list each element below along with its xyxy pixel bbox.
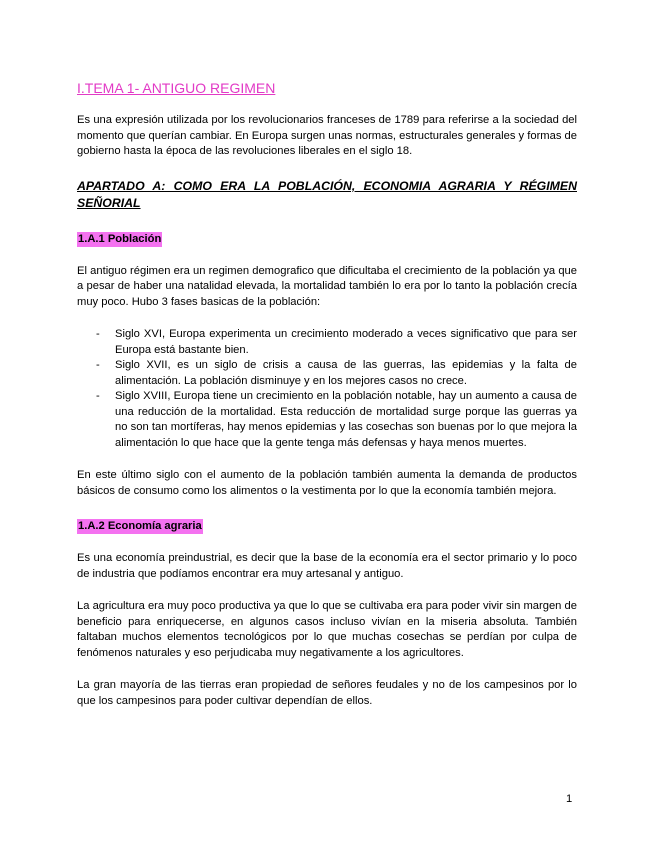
economia-paragraph-1: Es una economía preindustrial, es decir que la base de la economía era el sector primario y lo poco de industria que podíamos encontrar era muy artesanal y antiguo. bbox=[77, 552, 577, 580]
section-heading-wrap bbox=[77, 229, 577, 247]
page-number: 1 bbox=[566, 793, 573, 805]
list-item-text: Siglo XVI, Europa experimenta un crecimiento moderado a veces significativo que para ser Europa está bastante bien. bbox=[115, 328, 577, 356]
bullet-marker: - bbox=[96, 390, 100, 402]
section-heading-economia: 1.A.2 Economía agraria bbox=[78, 520, 202, 532]
document-body bbox=[77, 80, 577, 709]
list-item bbox=[77, 389, 577, 451]
section-heading-poblacion: 1.A.1 Población bbox=[78, 232, 162, 245]
list-item bbox=[77, 358, 577, 389]
apartado-heading: APARTADO A: COMO ERA LA POBLACIÓN, ECONOMIA AGRARIA Y RÉGIMEN SEÑORIAL bbox=[77, 178, 577, 210]
list-item-text: Siglo XVII, es un siglo de crisis a causa de las guerras, las epidemias y la falta de alimentación. La población disminuye y en los mejores casos no crece. bbox=[115, 359, 577, 387]
poblacion-conclusion-paragraph: En este último siglo con el aumento de la población también aumenta la demanda de productos básicos de consumo como los alimentos o la vestimenta por lo que la economía también mejora. bbox=[77, 469, 577, 497]
bullet-marker: - bbox=[96, 328, 100, 340]
bullet-marker: - bbox=[96, 359, 100, 371]
phases-list bbox=[77, 327, 577, 451]
section-heading-wrap bbox=[77, 516, 577, 534]
list-item bbox=[77, 327, 577, 358]
document-title: I.TEMA 1- ANTIGUO REGIMEN bbox=[77, 80, 276, 96]
list-item-text: Siglo XVIII, Europa tiene un crecimiento en la población notable, hay un aumento a causa de una reducción de la mortalidad. Esta reducción de mortalidad surge porque las guerras ya no son tan mortíferas, hay menos epidemias y las cosechas son buenas por lo que mejora la alimentación lo que hace que la gente tenga más defensas y haya menos muertes. bbox=[115, 390, 577, 449]
economia-paragraph-2: La agricultura era muy poco productiva ya que lo que se cultivaba era para poder vivir sin margen de beneficio para enriquecerse, en algunos casos incluso vivían en la miseria absoluta. También faltaban muchos elementos tecnológicos por lo que muchas cosechas se perdían por culpa de fenómenos naturales y eso perjudicaba muy negativamente a los agricultores. bbox=[77, 600, 577, 659]
poblacion-paragraph: El antiguo régimen era un regimen demografico que dificultaba el crecimiento de la población ya que a pesar de haber una natalidad elevada, la mortalidad también lo era por lo tanto la población crecía muy poco. Hubo 3 fases basicas de la población: bbox=[77, 264, 577, 308]
economia-paragraph-3: La gran mayoría de las tierras eran propiedad de señores feudales y no de los campesinos por lo que los campesinos para poder cultivar dependían de ellos. bbox=[77, 679, 577, 707]
intro-paragraph: Es una expresión utilizada por los revolucionarios franceses de 1789 para referirse a la sociedad del momento que querían cambiar. En Europa surgen unas normas, estructurales generales y formas de gobierno hasta la época de las revoluciones liberales en el siglo 18. bbox=[77, 114, 577, 157]
